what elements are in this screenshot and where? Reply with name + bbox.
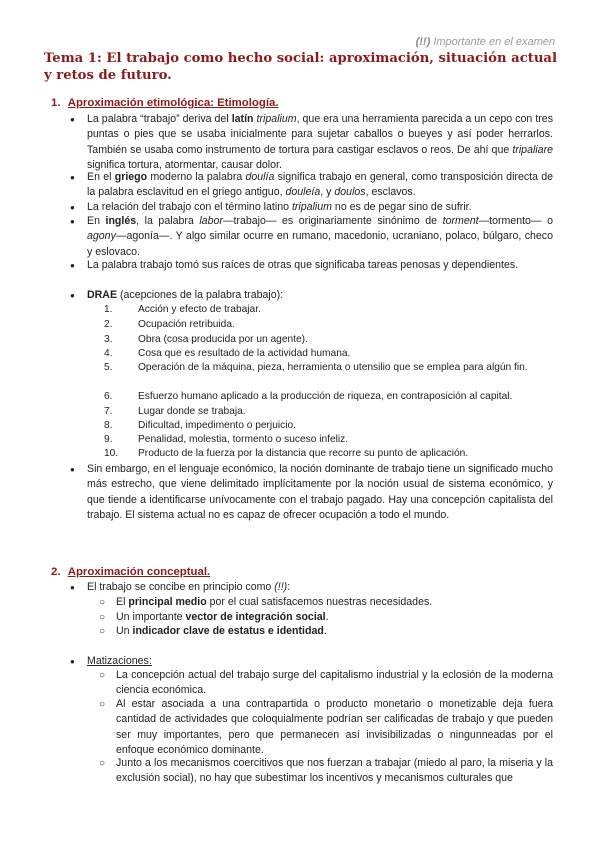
list-item: ● DRAE (acepciones de la palabra trabajo): xyxy=(87,288,553,303)
sub-item: ○ Junto a los mecanismos coercitivos que nos fuerzan a trabajar (miedo al paro, la miseria y la exclusión social), no hay que subestimar los incentivos y mecanismos culturales que xyxy=(99,757,553,785)
header-note xyxy=(416,36,555,48)
bullet-icon: ● xyxy=(70,291,75,300)
term-tripalium: tripalium xyxy=(256,113,297,125)
term-labor: labor xyxy=(199,215,223,227)
page-title: Tema 1: El trabajo como hecho social: aproximación, situación actual y retos de futuro. xyxy=(44,51,557,83)
sub-item: ○ Al estar asociada a una contrapartida o producto monetario o monetizable deja fuera cantidad de actividades que coloquialmente podrían ser calificadas de trabajo y que pueden ser muy importantes, pero que permanecen así invisibilizadas o ningunneadas por el enfoque económico dominante. xyxy=(99,698,553,757)
sub-item: ○ El principal medio por el cual satisfacemos nuestras necesidades. xyxy=(116,595,553,610)
term-agony: agony xyxy=(87,230,116,243)
bullet-icon: ● xyxy=(70,115,75,124)
section-2-number: 2. xyxy=(51,566,61,578)
bullet-icon: ● xyxy=(70,173,75,182)
sub-item: ○ Un indicador clave de estatus e identidad. xyxy=(116,624,553,639)
bullet-icon: ● xyxy=(70,217,75,226)
term-tripalium: tripalium xyxy=(291,201,332,213)
sub-item: ○ Un importante vector de integración social. xyxy=(116,610,553,625)
bullet-icon: ● xyxy=(70,203,75,212)
list-item: ● La palabra “trabajo” deriva del latín tripalium, que era una herramienta parecida a un cepo con tres puntas o pies que se usaba inicialmente para sujetar caballos o bueyes y así poder herrarlos. También se usaba como instrumento de tortura para castigar esclavos o reos. De ahí que tripaliare significa tortura, atormentar, causar dolor. xyxy=(70,113,553,172)
list-item: ● La relación del trabajo con el término latino tripalium no es de pegar sino de sufrir. xyxy=(87,200,553,215)
term-douleia: douleía xyxy=(285,186,321,199)
bullet-icon: ● xyxy=(70,583,75,592)
term-drae: DRAE xyxy=(87,289,118,301)
bullet-icon: ● xyxy=(70,261,75,270)
circle-bullet-icon: ○ xyxy=(99,626,106,637)
section-1-heading xyxy=(51,97,279,109)
important-mark: (!!) xyxy=(274,581,288,593)
sub-item: ○ La concepción actual del trabajo surge del capitalismo industrial y la eclosión de la moderna ciencia económica. xyxy=(99,669,553,697)
term-torment: torment xyxy=(442,215,479,227)
circle-bullet-icon: ○ xyxy=(99,758,106,769)
document-page: (!!) Importante en el examen Tema 1: El trabajo como hecho social: aproximación, situación actual y retos de futuro. 1. Aproximación etimológica: Etimología. ● La palabra “trabajo” deriva del latín tripalium, que era una herramienta parecida a un cepo con tres puntas o pies que se usaba inicialmente para sujetar caballos o bueyes y así poder herrarlos. También se usaba como instrumento de tortura para castigar esclavos o reos. De ahí que tripaliare significa tortura, atormentar, causar dolor. ● En el griego moderno la palabra doulía significa trabajo en general, como transposición directa de la palabra esclavitud en el griego antiguo, douleía, y doulos, esclavos. ● La relación del trabajo con el término latino tripalium no es de pegar sino de sufrir. ● En inglés, la palabra labor—trabajo— es originariamente sinónimo de torment—tormento— o agony—agonía—. Y algo similar ocurre en rumano, macedonio, ucraniano, polaco, búlgaro, checo y eslovaco. ● La palabra trabajo tomó sus raíces de otras que significaba tareas penosas y dependientes. ● DRAE (acepciones de la palabra trabajo): 1. Acción y efecto de trabajar. 2. Ocupación retribuida. 3. Obra (cosa producida por un agente). 4. Cosa que es resultado de la actividad humana. 5. Operación de la máquina, pieza, herramienta o utensilio que se emplea para algún fin. 6. Esfuerzo humano aplicado a la producción de riqueza, en contraposición al capital. 7. Lugar donde se trabaja. 8. Dificultad, impedimento o perjuicio. 9. Penalidad, molestia, tormento o suceso infeliz. 10. Producto de la fuerza por la distancia que recorre su punto de aplicación. ● Sin embargo, en el lenguaje económico, la noción dominante de trabajo tiene un significado mucho más estrecho, que viene delimitado implícitamente por la noción usual de sistema económico, y que tiende a identificarse unívocamente con el trabajo pagado. Hay una concepción capitalista del trabajo. El sistema actual no es capaz de ofrecer ocupación a todo el mundo. 2. Aproximación conceptual. ● El trabajo se concibe en principio como (!!): ○ El principal medio por el cual satisfacemos nuestras necesidades. ○ Un importante vector de integración social. ○ Un indicador clave de estatus e identidad. ● Matizaciones: ○ La concepción actual del trabajo surge del capitalismo industrial y la eclosión de la moderna ciencia económica. ○ Al estar asociada a una contrapartida o producto monetario o monetizable deja fuera cantidad de actividades que coloquialmente podrían ser calificadas de trabajo y que pueden ser muy importantes, pero que permanecen así invisibilizadas o ningunneadas por el enfoque económico dominante. ○ Junto a los mecanismos coercitivos que nos fuerzan a trabajar (miedo al paro, la miseria y la exclusión social), no hay que subestimar los incentivos y mecanismos culturales que xyxy=(0,0,600,848)
term-doulia: doulía xyxy=(245,171,275,183)
matizaciones-label: Matizaciones: xyxy=(87,655,152,667)
bullet-icon: ● xyxy=(70,657,75,666)
header-note-mark: (!!) xyxy=(415,36,431,48)
list-item: ● En el griego moderno la palabra doulía significa trabajo en general, como transposición directa de la palabra esclavitud en el griego antiguo, douleía, y doulos, esclavos. xyxy=(70,171,554,199)
list-item: ● El trabajo se concibe en principio como (!!): xyxy=(87,580,553,595)
circle-bullet-icon: ○ xyxy=(99,597,106,608)
circle-bullet-icon: ○ xyxy=(99,612,106,623)
section-2-heading xyxy=(51,566,210,578)
section-2-title: Aproximación conceptual. xyxy=(67,566,211,578)
term-ingles: inglés xyxy=(105,215,137,227)
term-latin: latín xyxy=(231,113,254,125)
term-tripaliare: tripaliare xyxy=(512,143,553,156)
section-1-number: 1. xyxy=(51,97,61,109)
term-doulos: doulos xyxy=(334,186,366,199)
list-item: ● Sin embargo, en el lenguaje económico, la noción dominante de trabajo tiene un significado mucho más estrecho, que viene delimitado implícitamente por la noción usual de sistema económico, y que tiende a identificarse unívocamente con el trabajo pagado. Hay una concepción capitalista del trabajo. El sistema actual no es capaz de ofrecer ocupación a todo el mundo. xyxy=(70,463,553,522)
header-note-text: Importante en el examen xyxy=(433,36,555,48)
circle-bullet-icon: ○ xyxy=(99,699,106,710)
list-item: ● En inglés, la palabra labor—trabajo— es originariamente sinónimo de torment—tormento— o agony—agonía—. Y algo similar ocurre en rumano, macedonio, ucraniano, polaco, búlgaro, checo y eslovaco. xyxy=(70,215,553,258)
term-griego: griego xyxy=(114,171,148,183)
bullet-icon: ● xyxy=(70,465,75,474)
list-item: ● La palabra trabajo tomó sus raíces de otras que significaba tareas penosas y dependientes. xyxy=(87,258,553,273)
section-1-title: Aproximación etimológica: Etimología. xyxy=(67,97,279,109)
circle-bullet-icon: ○ xyxy=(99,670,106,681)
